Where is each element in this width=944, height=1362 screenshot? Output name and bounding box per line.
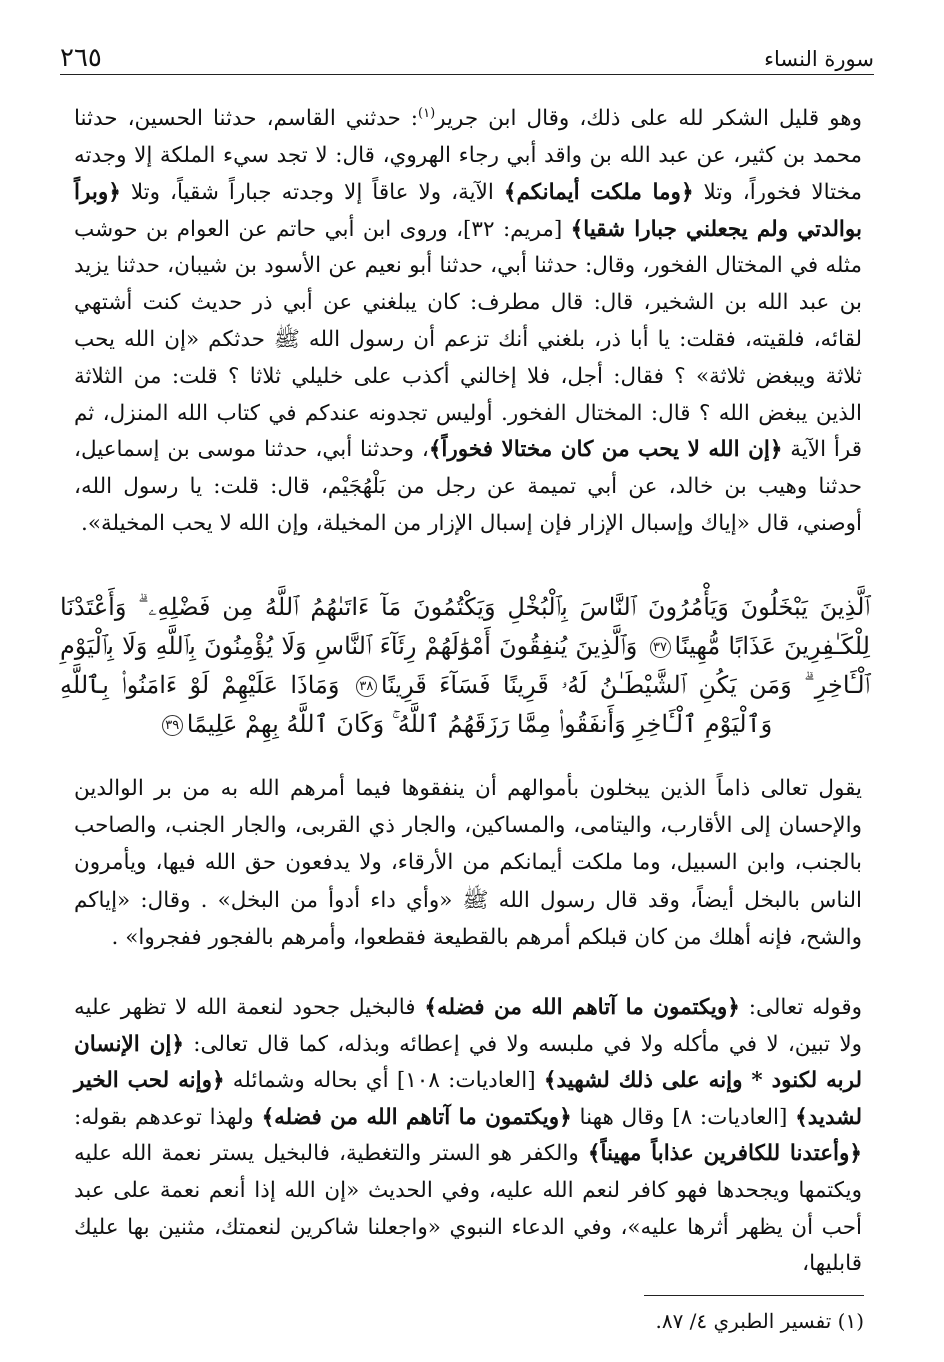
paragraph: يقول تعالى ذاماً الذين يبخلون بأموالهم أن ينفقوها فيما أمرهم الله به من بر الوالدين والإحسان إلى الأقارب، واليتامى، والمساكين، والجار ذي القربى، والجار الجنب، والصاحب بالجنب، وابن السبيل، وما ملكت أيمانكم من الأرقاء، ولا يدفعون حق الله فيها، ويأمرون الناس بالبخل أيضاً، وقد قال رسول الله ﷺ «وأي داء أدوأ من البخل» . وقال: «إياكم والشح، فإنه أهلك من كان قبلكم أمرهم بالقطيعة فقطعوا، وأمرهم بالفجور ففجروا» .: [74, 776, 862, 950]
quran-verses: [60, 588, 870, 744]
text-span: ، وحدثنا أبي، حدثنا موسى بن إسماعيل، حدثنا وهيب بن خالد، عن أبي تميمة عن رجل من بَلْهُجَيْم، قال: قلت: يا رسول الله، أوصني، قال «إياك وإسبال الإزار فإن إسبال الإزار من المخيلة، وإن الله لا يحب المخيلة».: [74, 437, 862, 536]
quran-quote: ﴿ويكتمون ما آتاهم الله من فضله﴾: [424, 995, 740, 1020]
footnote-text: تفسير الطبري ٤/ ٨٧.: [655, 1309, 832, 1333]
verse-39: وَمَاذَا عَلَيْهِمْ لَوْ ءَامَنُوا۟ بِٱللَّهِ وَٱلْيَوْمِ ٱلْـَٔاخِرِ وَأَنفَقُوا۟ مِمَّا رَزَقَهُمُ ٱللَّهُ ۚ وَكَانَ ٱللَّهُ بِهِمْ عَلِيمًا: [60, 671, 773, 738]
text-span: الآية، ولا عاقاً إلا وجدته جباراً شقياً، وتلا: [120, 179, 504, 205]
text-span: : حدثني القاسم، حدثنا الحسين، حدثنا محمد بن كثير، عن عبد الله بن واقد أبي رجاء الهروي، قال: لا تجد سيء الملكة إلا وجدته مختالا فخوراً، وتلا: [74, 106, 863, 205]
text-span: [مريم: ٣٢]، وروى ابن أبي حاتم عن العوام بن حوشب مثله في المختال الفخور، وقال: حدثنا أبي، حدثنا أبو نعيم عن الأسود بن شيبان، حدثنا يزيد بن عبد الله بن الشخير، قال: قال مطرف: كان يبلغني عن أبي ذر حديث كنت أشتهي لقائه، فلقيته، فقلت: يا أبا ذر، بلغني أنك تزعم أن رسول الله ﷺ حدثكم «إن الله يحب ثلاثة ويبغض ثلاثة» ؟ فقال: أجل، فلا إخالني أكذب على خليلي ثلاثا ؟ قلت: من الثلاثة الذين يبغض الله ؟ قال: المختال الفخور. أوليس تجدونه عندكم في كتاب الله المنزل، ثم قرأ الآية: [74, 216, 863, 463]
quran-quote: ﴿وبراً بوالدتي ولم يجعلني جبارا شقيا﴾: [74, 179, 862, 242]
verse-number-marker: ٣٨: [356, 676, 377, 697]
text-span: والكفر هو الستر والتغطية، فالبخيل يستر نعمة الله عليه ويكتمها ويجحدها فهو كافر لنعم الله عليه، وفي الحديث «إن الله إذا أنعم نعمة على عبد أحب أن يظهر أثرها عليه»، وفي الدعاء النبوي «واجعلنا شاكرين لنعمتك، مثنين بها عليك قابليها،: [74, 1141, 862, 1277]
quran-quote: ﴿وإنه لحب الخير لشديد﴾: [74, 1068, 863, 1130]
quran-quote: ﴿إن الإنسان لربه لكنود * وإنه على ذلك لشهيد﴾: [74, 1031, 862, 1094]
quran-quote: ﴿إن الله لا يحب من كان مختالا فخوراً﴾: [428, 437, 783, 463]
verse-38: وَٱلَّذِينَ يُنفِقُونَ أَمْوَٰلَهُمْ رِئَآءَ ٱلنَّاسِ وَلَا يُؤْمِنُونَ بِٱللَّهِ وَلَا بِٱلْيَوْمِ ٱلْـَٔاخِرِ ۗ وَمَن يَكُنِ ٱلشَّيْطَـٰنُ لَهُۥ قَرِينًا فَسَآءَ قَرِينًا: [60, 632, 870, 699]
footnote-divider: [644, 1295, 864, 1296]
text-span: [العاديات: ١٠٨] أي بحاله وشمائله: [224, 1068, 544, 1094]
text-span: وهو قليل الشكر لله على ذلك، وقال ابن جرير: [435, 106, 863, 132]
verse-number-marker: ٣٧: [650, 637, 671, 658]
sura-title: سورة النساء: [764, 47, 874, 71]
quran-quote: ﴿ويكتمون ما آتاهم الله من فضله﴾: [261, 1104, 572, 1130]
text-span: فالبخيل جحود لنعمة الله لا تظهر عليه ولا تبين، لا في مأكله ولا في ملبسه ولا في إعطائه وبذله، كما قال تعالى:: [74, 995, 862, 1057]
footnote-number: (١): [837, 1309, 864, 1333]
quran-quote: ﴿وأعتدنا للكافرين عذاباً مهيناً﴾: [587, 1141, 862, 1167]
page-number: ٢٦٥: [60, 43, 102, 73]
paragraph: [74, 990, 862, 1283]
paragraph-commentary: [74, 770, 862, 956]
paragraph-hadith: [74, 96, 862, 543]
footnote: [120, 1306, 864, 1336]
text-span: ولهذا توعدهم بقوله:: [74, 1104, 262, 1130]
paragraph-commentary-2: [74, 990, 862, 1283]
paragraph: [74, 96, 862, 543]
text-span: [العاديات: ٨] وقال ههنا: [571, 1104, 796, 1130]
text-span: وقوله تعالى:: [739, 995, 863, 1020]
verse-37: ٱلَّذِينَ يَبْخَلُونَ وَيَأْمُرُونَ ٱلنَّاسَ بِٱلْبُخْلِ وَيَكْتُمُونَ مَآ ءَاتَىٰهُمُ ٱللَّهُ مِن فَضْلِهِۦ ۗ وَأَعْتَدْنَا لِلْكَـٰفِرِينَ عَذَابًا مُّهِينًا: [60, 593, 870, 660]
quran-quote: ﴿وما ملكت أيمانكم﴾: [503, 179, 694, 205]
verse-number-marker: ٣٩: [162, 715, 183, 736]
page-header: [60, 40, 874, 75]
footnote-ref: (١): [418, 106, 436, 121]
